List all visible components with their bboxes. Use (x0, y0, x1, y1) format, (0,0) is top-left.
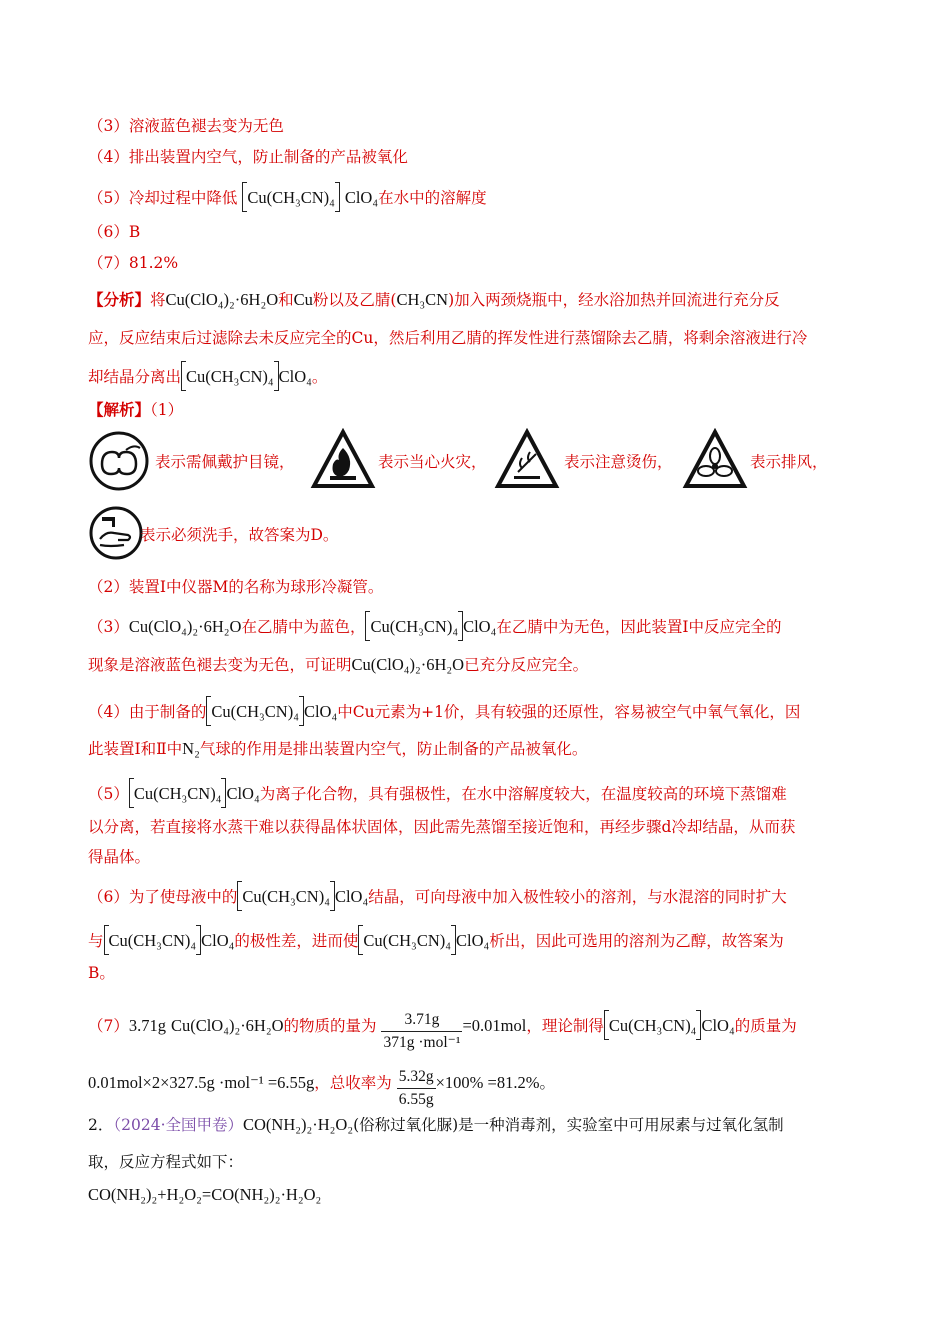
analysis-line-1: 【分析】将Cu(ClO₄)₂·6H₂O和Cu粉以及乙腈(CH₃CN)加入两颈烧瓶中，经水浴加热并回流进行充分反 (88, 290, 780, 309)
fire-text: 表示当心火灾， (378, 453, 487, 471)
explain-5-line-3: 得晶体。 (88, 848, 151, 866)
answer-4: （4）排出装置内空气，防止制备的产品被氧化 (88, 148, 408, 166)
explain-6-line-2: 与 Cu(CH₃CN)₄ ClO₄的极性差，进而使 Cu(CH₃CN)₄ ClO₄析出，因此可选用的溶剂为乙醇，故答案为 (88, 925, 784, 955)
explain-7-line-2: 0.01mol×2×327.5g ·mol⁻¹ =6.55g，总收率为 $\frac{5.32g}{6.55g}$ ×100% =81.2%。 (88, 1066, 555, 1111)
explain-3-line-2: 现象是溶液蓝色褪去变为无色，可证明Cu(ClO₄)₂·6H₂O已充分反应完全。 (88, 655, 589, 674)
fraction-moles: $\frac{3.71g}{\text{371g ·mol⁻¹}}$ (383, 1011, 461, 1051)
question-2-line-1: 2．（2024·全国甲卷）CO(NH₂)₂·H₂O₂(俗称过氧化脲)是一种消毒剂，实验室中可用尿素与过氧化氢制 (88, 1115, 784, 1134)
vent-text: 表示排风， (750, 453, 828, 471)
explain-3-line-1: （3）Cu(ClO₄)₂·6H₂O在乙腈中为蓝色， Cu(CH₃CN)₄ ClO₄在乙腈中为无色，因此装置Ⅰ中反应完全的 (88, 611, 781, 641)
explain-4-line-1: （4）由于制备的 Cu(CH₃CN)₄ ClO₄中Cu元素为+1价，具有较强的还原性，容易被空气中氧气氧化，因 (88, 696, 800, 726)
ventilation-icon (682, 428, 748, 490)
explain-4-line-2: 此装置Ⅰ和Ⅱ中N₂气球的作用是排出装置内空气，防止制备的产品被氧化。 (88, 739, 588, 758)
question-2-equation: CO(NH₂)₂+H₂O₂=CO(NH₂)₂·H₂O₂ (88, 1185, 322, 1204)
burn-text: 表示注意烫伤， (564, 453, 673, 471)
fraction-yield: $\frac{5.32g}{6.55g}$ (398, 1068, 434, 1108)
burn-hazard-icon (494, 428, 560, 490)
analysis-line-3: 却结晶分离出 Cu(CH₃CN)₄ ClO₄。 (88, 361, 327, 391)
question-2-line-2: 取，反应方程式如下： (88, 1153, 244, 1171)
goggles-text: 表示需佩戴护目镜， (155, 453, 295, 471)
explain-label: 【解析】（1） (88, 400, 184, 419)
analysis-line-2: 应，反应结束后过滤除去未反应完全的Cu，然后利用乙腈的挥发性进行蒸馏除去乙腈，将剩余溶液进行冷 (88, 329, 808, 347)
goggles-icon (88, 430, 150, 492)
formula-complex: Cu(CH₃CN)₄ (247, 188, 335, 207)
explain-5-line-1: （5） Cu(CH₃CN)₄ ClO₄为离子化合物，具有强极性，在水中溶解度较大，在温度较高的环境下蒸馏难 (88, 778, 787, 808)
answer-3: （3）溶液蓝色褪去变为无色 (88, 117, 284, 135)
explain-2: （2）装置Ⅰ中仪器M的名称为球形冷凝管。 (88, 578, 384, 596)
answer-7: （7）81.2% (88, 254, 179, 272)
answer-6: （6）B (88, 223, 141, 241)
fire-hazard-icon (310, 428, 376, 490)
question-source: （2024·全国甲卷） (113, 1116, 243, 1134)
hand-wash-icon (88, 505, 144, 561)
answer-5: （5）冷却过程中降低 Cu(CH₃CN)₄ ClO₄在水中的溶解度 (88, 182, 487, 212)
wash-text: 表示必须洗手，故答案为D。 (140, 526, 339, 544)
explain-6-line-1: （6）为了使母液中的 Cu(CH₃CN)₄ ClO₄结晶，可向母液中加入极性较小的溶剂，与水混溶的同时扩大 (88, 881, 787, 911)
explain-6-line-3: B。 (88, 964, 115, 982)
explain-5-line-2: 以分离，若直接将水蒸干难以获得晶体状固体，因此需先蒸馏至接近饱和，再经步骤d冷却结晶，从而获 (88, 818, 796, 836)
explain-7-line-1: （7）3.71g Cu(ClO₄)₂·6H₂O的物质的量为 $\frac{3.71g}{\text{371g ·mol⁻¹}}$ =0.01mol，理论制得 Cu(CH₃CN)₄ ClO₄的质量为 (88, 1009, 797, 1054)
